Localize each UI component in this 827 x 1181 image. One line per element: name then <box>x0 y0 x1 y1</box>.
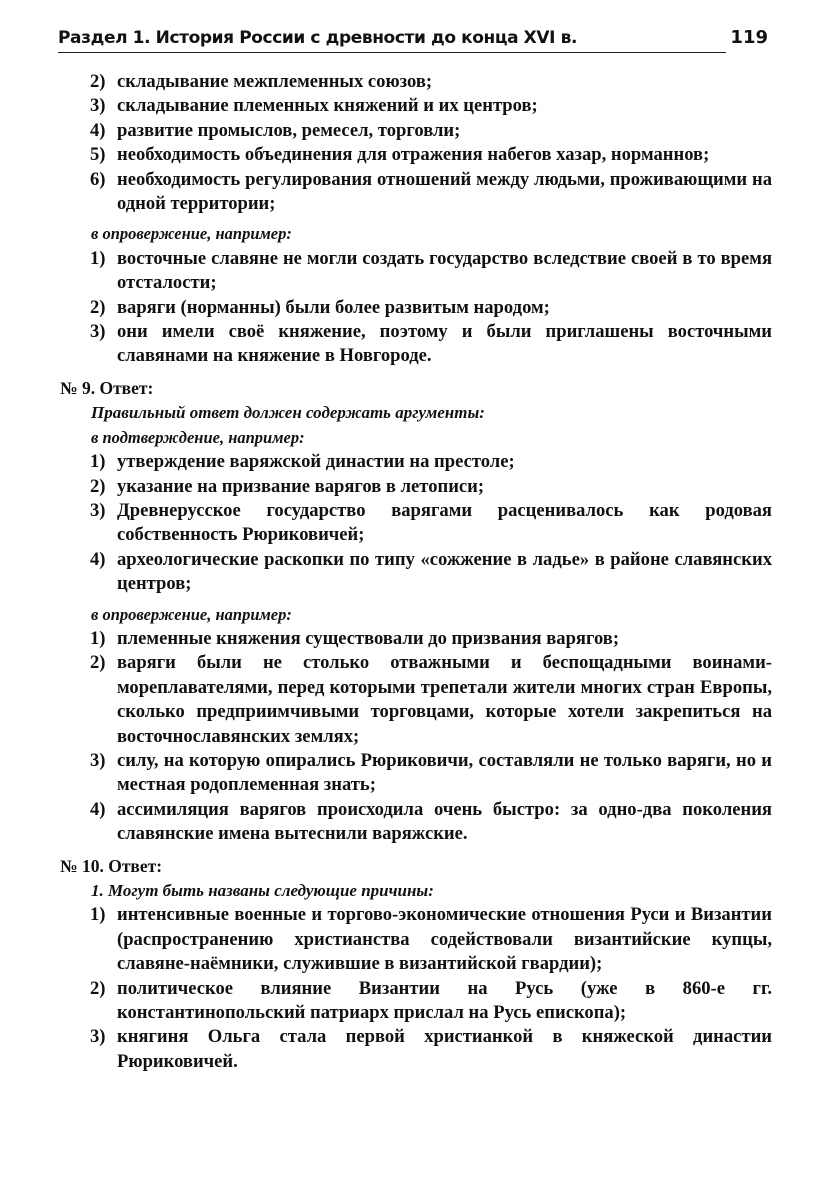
page-header <box>58 24 770 56</box>
list-item <box>60 450 772 474</box>
list-item <box>60 627 772 651</box>
answer-9-section <box>60 376 772 847</box>
list-item <box>60 168 772 217</box>
item-number: 1) <box>90 247 106 269</box>
item-text: утверждение варяжской династии на престоле; <box>117 451 515 473</box>
item-number: 2) <box>90 977 106 999</box>
item-number: 3) <box>90 321 106 343</box>
list-item <box>60 247 772 296</box>
running-title: Раздел 1. История России с древности до конца XVI в. <box>58 28 578 48</box>
continued-list <box>60 70 772 216</box>
item-text: Древнерусское государство варягами расценивалось как родовая собственность Рюриковичей; <box>117 499 772 546</box>
item-number: 2) <box>90 475 106 497</box>
page-number: 119 <box>730 27 768 48</box>
list-item <box>60 70 772 94</box>
header-rule <box>58 52 726 53</box>
item-text: варяги были не столько отважными и беспощадными воинами-мореплавателями, перед которыми трепетали жители многих стран Европы, сколько предприимчивыми торговцами, которые хотели закрепиться на восточнославянских землях; <box>117 652 772 747</box>
item-number: 3) <box>90 499 106 521</box>
item-number: 4) <box>90 119 106 141</box>
answer-10-lead: 1. Могут быть названы следующие причины: <box>91 881 434 900</box>
answer-10-title: № 10. Ответ: <box>60 855 163 876</box>
list-item <box>60 94 772 118</box>
answer-10-section <box>60 854 772 1075</box>
item-number: 3) <box>90 95 106 117</box>
list-item <box>60 499 772 548</box>
answer-9-lead: Правильный ответ должен содержать аргументы: <box>91 403 485 423</box>
page-body <box>60 70 772 1074</box>
support-list <box>60 450 772 596</box>
list-item <box>60 143 772 167</box>
support-heading: в подтверждение, например: <box>91 427 305 447</box>
list-item <box>60 651 772 749</box>
list-item <box>60 548 772 597</box>
list-item <box>60 749 772 798</box>
item-text: указание на призвание варягов в летописи; <box>117 475 485 497</box>
refutation-heading: в опровержение, например: <box>91 604 292 624</box>
refutation-list <box>60 627 772 847</box>
refutation-heading: в опровержение, например: <box>91 224 292 244</box>
list-item <box>60 1025 772 1074</box>
list-item <box>60 296 772 320</box>
item-text: силу, на которую опирались Рюриковичи, составляли не только варяги, но и местная родоплеменная знать; <box>117 749 772 796</box>
item-number: 1) <box>90 904 106 926</box>
item-text: археологические раскопки по типу «сожжение в ладье» в районе славянских центров; <box>117 548 772 595</box>
refutation-list <box>60 247 772 369</box>
item-text: ассимиляция варягов происходила очень быстро: за одно-два поколения славянские имена вытеснили варяжские. <box>117 798 772 845</box>
item-number: 1) <box>90 451 106 473</box>
answer-9-title: № 9. Ответ: <box>60 377 154 398</box>
list-item <box>60 119 772 143</box>
item-number: 3) <box>90 1026 106 1048</box>
item-number: 5) <box>90 144 106 166</box>
list-item <box>60 977 772 1026</box>
item-text: складывание племенных княжений и их центров; <box>117 95 538 117</box>
continued-section <box>60 70 772 369</box>
item-text: они имели своё княжение, поэтому и были приглашены восточными славянами на княжение в Новгороде. <box>117 321 772 367</box>
item-text: необходимость регулирования отношений между людьми, проживающими на одной территории; <box>117 168 772 215</box>
item-text: развитие промыслов, ремесел, торговли; <box>117 119 461 141</box>
item-number: 6) <box>90 168 106 190</box>
item-number: 2) <box>90 296 106 318</box>
list-item <box>60 475 772 499</box>
item-text: восточные славяне не могли создать государство вследствие своей в то время отсталости; <box>117 247 772 294</box>
list-item <box>60 903 772 976</box>
reasons-list <box>60 903 772 1074</box>
item-text: складывание межплеменных союзов; <box>117 71 433 92</box>
item-number: 2) <box>90 652 106 674</box>
item-text: интенсивные военные и торгово-экономические отношения Руси и Византии (распространению христианства содействовали византийские купцы, славяне-наёмники, служившие в византийской гвардии); <box>117 904 772 975</box>
item-text: варяги (норманны) были более развитым народом; <box>117 296 550 318</box>
item-number: 4) <box>90 798 106 820</box>
item-number: 1) <box>90 627 106 649</box>
item-text: племенные княжения существовали до призвания варягов; <box>117 627 620 649</box>
item-number: 4) <box>90 548 106 570</box>
item-text: княгиня Ольга стала первой христианкой в княжеской династии Рюриковичей. <box>117 1026 772 1072</box>
list-item <box>60 320 772 369</box>
item-number: 2) <box>90 71 106 92</box>
item-text: политическое влияние Византии на Русь (уже в 860-е гг. константинопольский патриарх прислал на Русь епископа); <box>117 977 772 1024</box>
list-item <box>60 798 772 847</box>
item-text: необходимость объединения для отражения набегов хазар, норманнов; <box>117 144 710 166</box>
item-number: 3) <box>90 749 106 771</box>
